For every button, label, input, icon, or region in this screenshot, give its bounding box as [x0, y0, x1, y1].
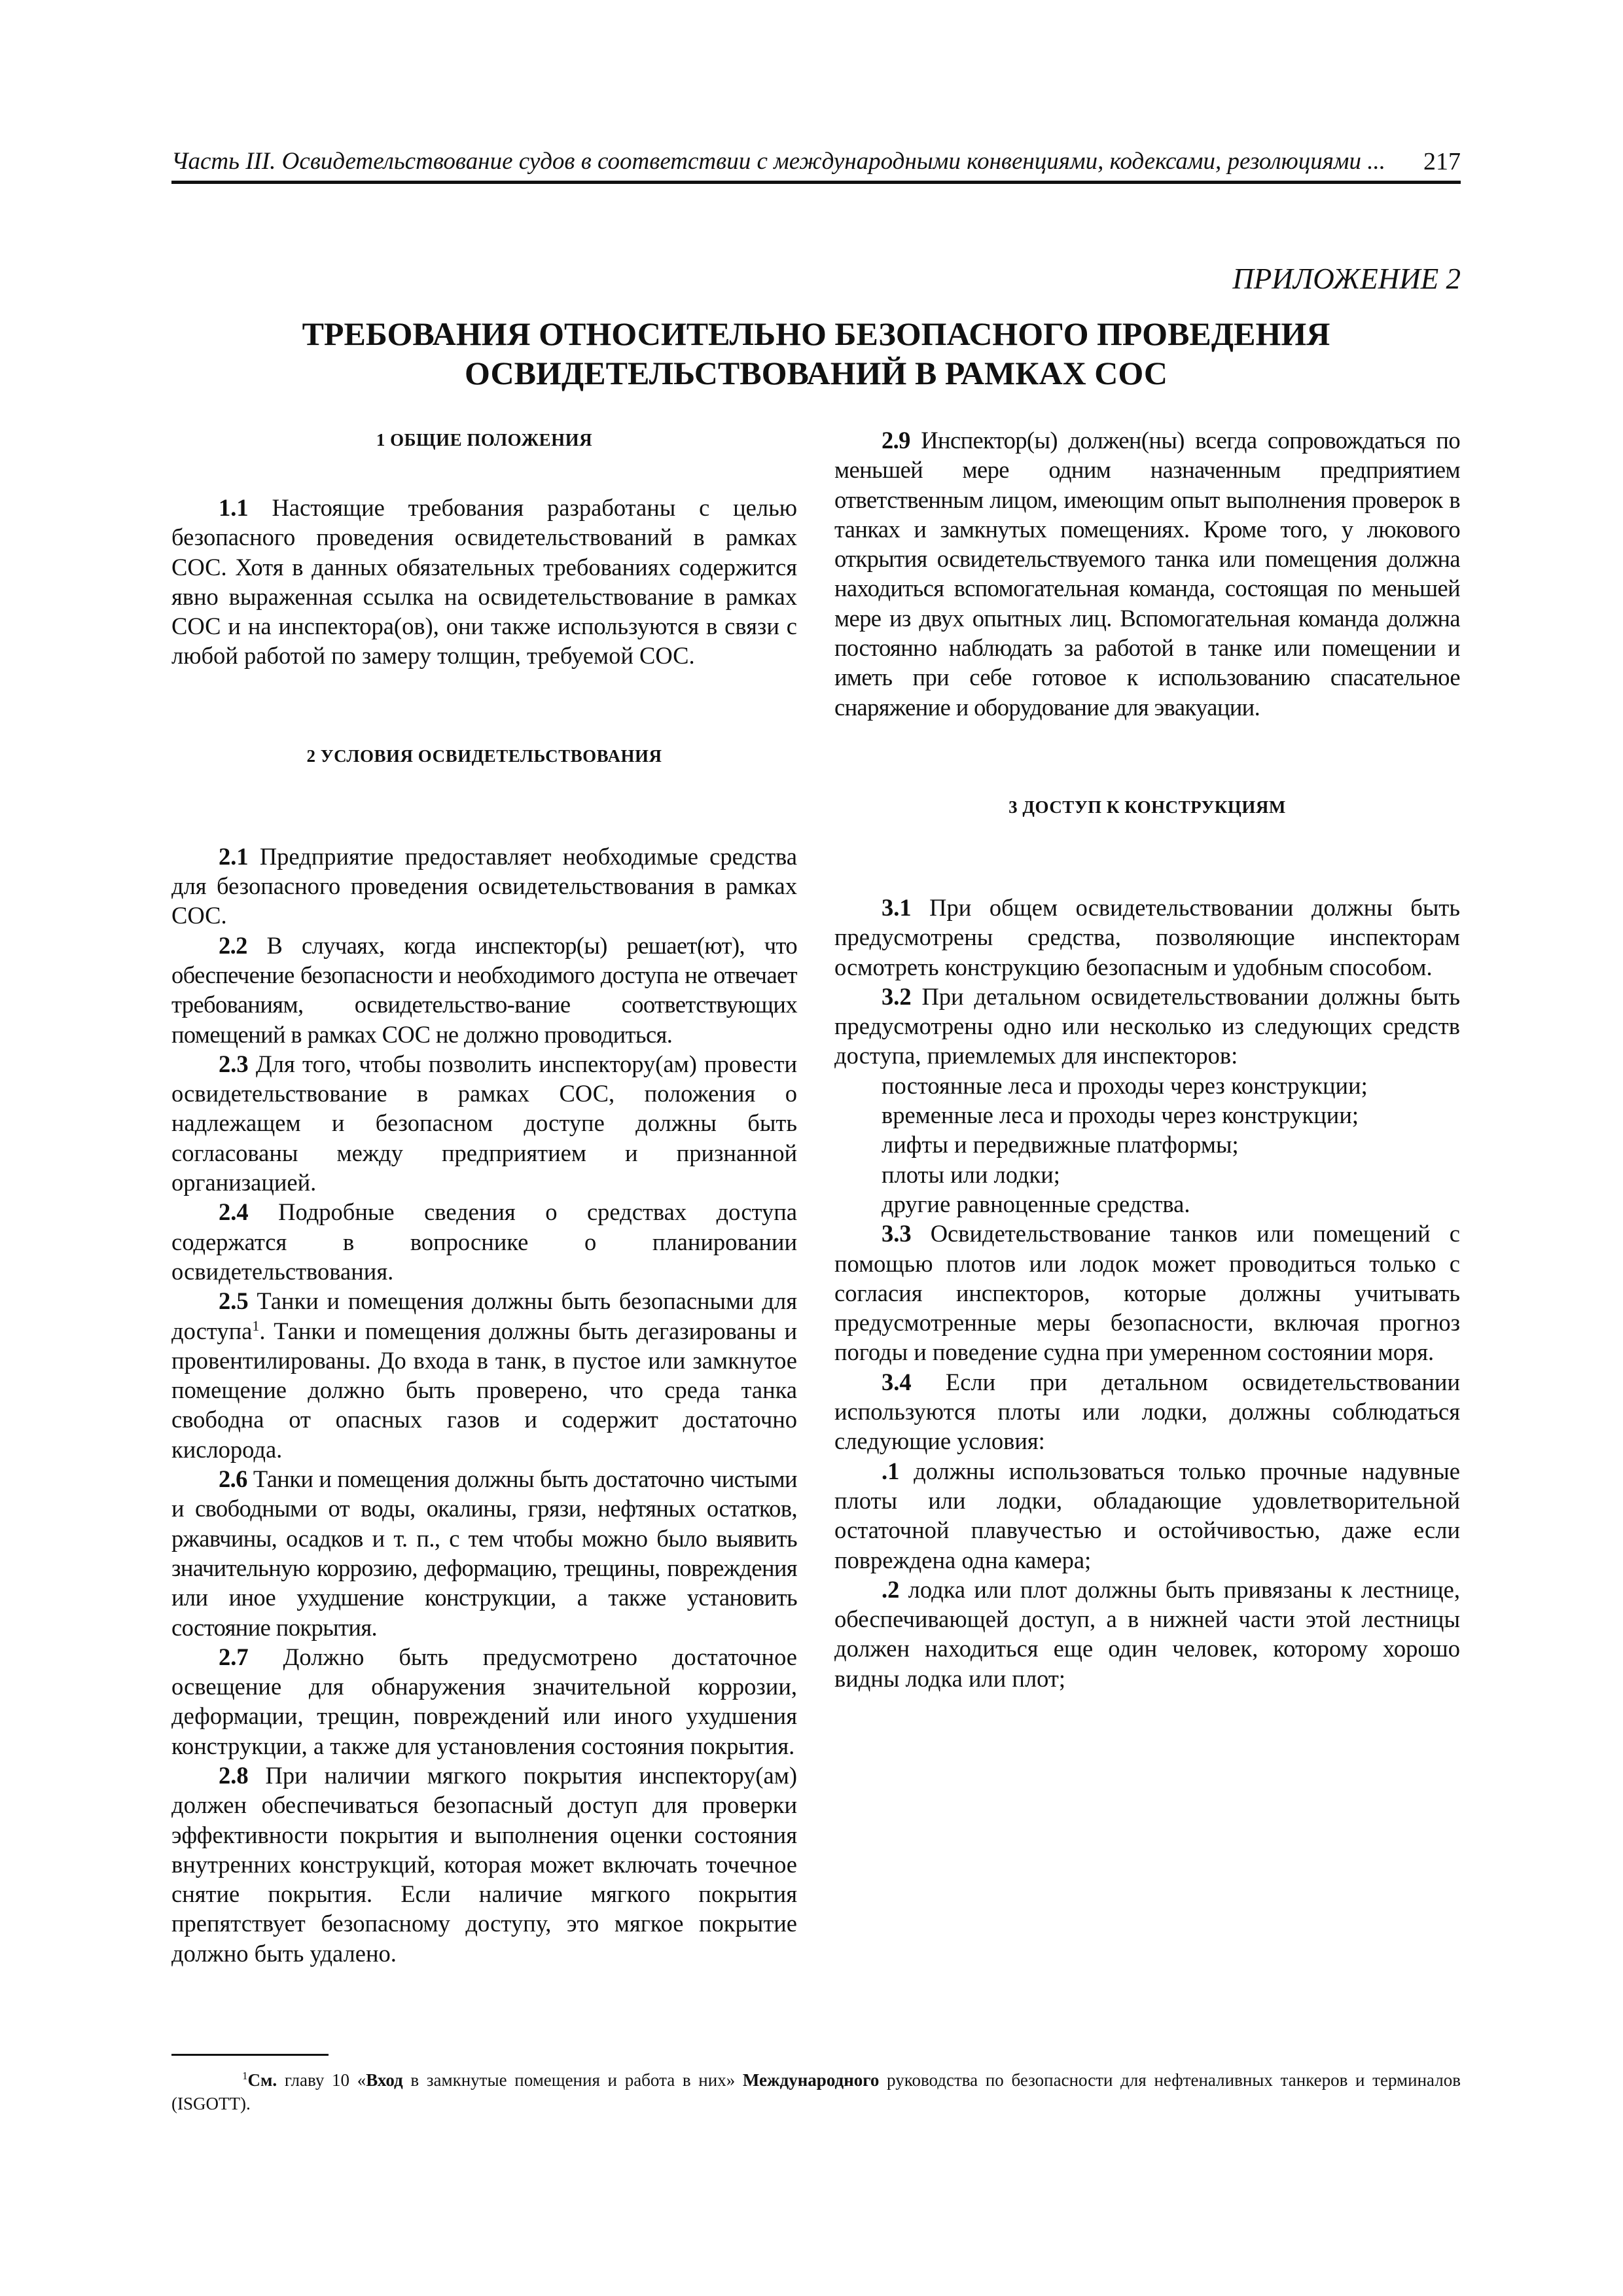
paragraph-number: 3.1 [882, 893, 912, 921]
paragraph-2-3 [171, 1049, 797, 1197]
paragraph-number: 2.2 [219, 931, 247, 959]
paragraph-text: Должно быть предусмотрено достаточное освещение для обнаружения значительной коррозии, деформации, трещин, повреждений или иного ухудшения конструкции, а также для установления состояния покрытия. [171, 1643, 797, 1759]
paragraph-text: При наличии мягкого покрытия инспектору(ам) должен обеспечиваться безопасный доступ для проверки эффективности покрытия и выполнения оценки состояния внутренних конструкций, которая может включать точечное снятие покрытия. Если наличие мягкого покрытия препятствует безопасному доступу, это мягкое покрытие должно быть удалено. [171, 1761, 797, 1967]
paragraph-number: 2.8 [219, 1761, 249, 1789]
paragraph-2-4 [171, 1197, 797, 1286]
paragraph-2-1 [171, 842, 797, 931]
paragraph-number: 2.1 [219, 842, 249, 870]
footnote-rule [171, 2054, 329, 2056]
paragraph-number: 3.4 [882, 1368, 912, 1395]
footnote-part-2: в замкнутые помещения и работа в них» [402, 2070, 743, 2090]
paragraph-text: Танки и помещения должны быть достаточно чистыми и свободными от воды, окалины, грязи, нефтяных остатков, ржавчины, осадков и т. п., с тем чтобы можно было выявить значительную коррозию, деформацию, трещины, повреждения или иное ухудшение конструкции, а также установить состояние покрытия. [171, 1465, 797, 1641]
paragraph-text: При детальном освидетельствовании должны быть предусмотрены одно или несколько из следующих средств доступа, приемлемых для инспекторов: [834, 982, 1460, 1069]
paragraph-text: Если при детальном освидетельствовании используются плоты или лодки, должны соблюдаться следующие условия: [834, 1368, 1460, 1455]
paragraph-text: должны использоваться только прочные надувные плоты или лодки, обладающие удовлетворительной остаточной плавучестью и остойчивостью, даже если повреждена одна камера; [834, 1457, 1460, 1573]
list-item: постоянные леса и проходы через конструкции; [882, 1071, 1368, 1099]
paragraph-text: Для того, чтобы позволить инспектору(ам) провести освидетельствование в рамках СОС, положения о надлежащем и безопасном доступе должны быть согласованы между предприятием и признанной организацией. [171, 1050, 797, 1196]
paragraph-2-9 [834, 425, 1460, 722]
footnote-bold-1: Вход [366, 2070, 403, 2090]
section-heading-3: 3 ДОСТУП К КОНСТРУКЦИЯМ [1008, 797, 1286, 817]
running-head-text: Часть III. Освидетельствование судов в соответствии с международными конвенциями, кодексами, резолюциями ... [171, 148, 1386, 175]
paragraph-text: Подробные сведения о средствах доступа содержатся в вопроснике о планировании освидетельствования. [171, 1198, 797, 1285]
paragraph-2-7 [171, 1642, 797, 1761]
paragraph-text: Предприятие предоставляет необходимые средства для безопасного проведения освидетельствования в рамках СОС. [171, 842, 797, 929]
page-title [171, 314, 1461, 393]
list-item: лифты и передвижные платформы; [882, 1131, 1239, 1158]
paragraph-number: 2.3 [219, 1050, 249, 1077]
paragraph-number: 3.3 [882, 1220, 912, 1247]
right-column [834, 425, 1460, 1693]
footnote-marker[interactable]: 1 [252, 1317, 260, 1334]
title-line-1: ТРЕБОВАНИЯ ОТНОСИТЕЛЬНО БЕЗОПАСНОГО ПРОВЕДЕНИЯ [302, 315, 1330, 352]
footnote-part-3: руководства по безопасности для нефтеналивных танкеров и терминалов (ISGOTT). [171, 2070, 1461, 2113]
paragraph-number: 2.6 [219, 1465, 247, 1493]
paragraph-text: Настоящие требования разработаны с целью безопасного проведения освидетельствований в рамках СОС. Хотя в данных обязательных требованиях содержится явно выраженная ссылка на освидетельствование в рамках СОС и на инспектора(ов), они также используются в связи с любой работой по замеру толщин, требуемой СОС. [171, 494, 797, 670]
paragraph-number: .2 [882, 1575, 900, 1603]
paragraph-2-6 [171, 1464, 797, 1642]
paragraph-2-5 [171, 1286, 797, 1464]
paragraph-number: 2.9 [882, 427, 910, 454]
footnote-bold-2: Международного [742, 2070, 880, 2090]
paragraph-number: 2.5 [219, 1287, 249, 1315]
paragraph-3-4 [834, 1367, 1460, 1456]
list-item: другие равноценные средства. [882, 1190, 1190, 1217]
paragraph-text: При общем освидетельствовании должны быть предусмотрены средства, позволяющие инспекторам осмотреть конструкцию безопасным и удобным способом. [834, 893, 1460, 980]
paragraph-3-4-2 [834, 1575, 1460, 1693]
list-item: плоты или лодки; [882, 1160, 1060, 1188]
paragraph-text: Танки и помещения должны быть безопасными для доступа [171, 1287, 797, 1344]
paragraph-number: 2.7 [219, 1643, 249, 1670]
page-number: 217 [1423, 148, 1461, 175]
paragraph-text: лодка или плот должны быть привязаны к лестнице, обеспечивающей доступ, а в нижней части этой лестницы должен находиться еще один человек, которому хорошо видны лодка или плот; [834, 1575, 1460, 1692]
footnote-text [171, 2068, 1461, 2115]
paragraph-text: Инспектор(ы) должен(ны) всегда сопровождаться по меньшей мере одним назначенным предприятием ответственным лицом, имеющим опыт выполнения проверок в танках и замкнутых помещениях. Кроме того, у люкового открытия освидетельствуемого танка или помещения должна находиться вспомогательная команда, состоящая по меньшей мере из двух опытных лиц. Вспомогательная команда должна постоянно наблюдать за работой в танке или помещении и иметь при себе готовое к использованию спасательное снаряжение и оборудование для эвакуации. [834, 427, 1460, 721]
paragraph-3-3 [834, 1219, 1460, 1367]
section-heading-2: 2 УСЛОВИЯ ОСВИДЕТЕЛЬСТВОВАНИЯ [306, 745, 662, 766]
paragraph-text: В случаях, когда инспектор(ы) решает(ют), что обеспечение безопасности и необходимого доступа не отвечает требованиям, освидетельство-вание соответствующих помещений в рамках СОС не должно проводиться. [171, 931, 797, 1048]
paragraph-1-1 [171, 493, 797, 671]
paragraph-3-1 [834, 893, 1460, 982]
header-rule [171, 181, 1461, 184]
running-head [171, 145, 1461, 178]
left-column [171, 425, 797, 1968]
paragraph-2-2 [171, 931, 797, 1049]
paragraph-text: Освидетельствование танков или помещений с помощью плотов или лодок может проводиться только с согласия инспекторов, которые должны учитывать предусмотренные меры безопасности, включая прогноз погоды и поведение судна при умеренном состоянии моря. [834, 1220, 1460, 1366]
paragraph-number: 3.2 [882, 982, 912, 1010]
footnote-part-1: главу 10 « [277, 2070, 366, 2090]
footnote-lead: См. [247, 2070, 277, 2090]
paragraph-number: 2.4 [219, 1198, 249, 1226]
footnote-number: 1 [242, 2070, 248, 2082]
paragraph-3-2 [834, 982, 1460, 1071]
paragraph-number: .1 [882, 1457, 900, 1484]
paragraph-number: 1.1 [219, 494, 249, 521]
paragraph-2-8 [171, 1761, 797, 1968]
section-heading-1: 1 ОБЩИЕ ПОЛОЖЕНИЯ [376, 430, 593, 450]
paragraph-3-4-1 [834, 1456, 1460, 1575]
paragraph-text-continued: . Танки и помещения должны быть дегазированы и провентилированы. До входа в танк, в пустое или замкнутое помещение должно быть проверено, что среда танка свободна от опасных газов и содержит достаточно кислорода. [171, 1317, 797, 1463]
appendix-label: ПРИЛОЖЕНИЕ 2 [1232, 262, 1461, 295]
footnote [171, 2068, 1461, 2115]
title-line-2: ОСВИДЕТЕЛЬСТВОВАНИЙ В РАМКАХ СОС [465, 355, 1168, 391]
list-item: временные леса и проходы через конструкции; [882, 1102, 1359, 1129]
